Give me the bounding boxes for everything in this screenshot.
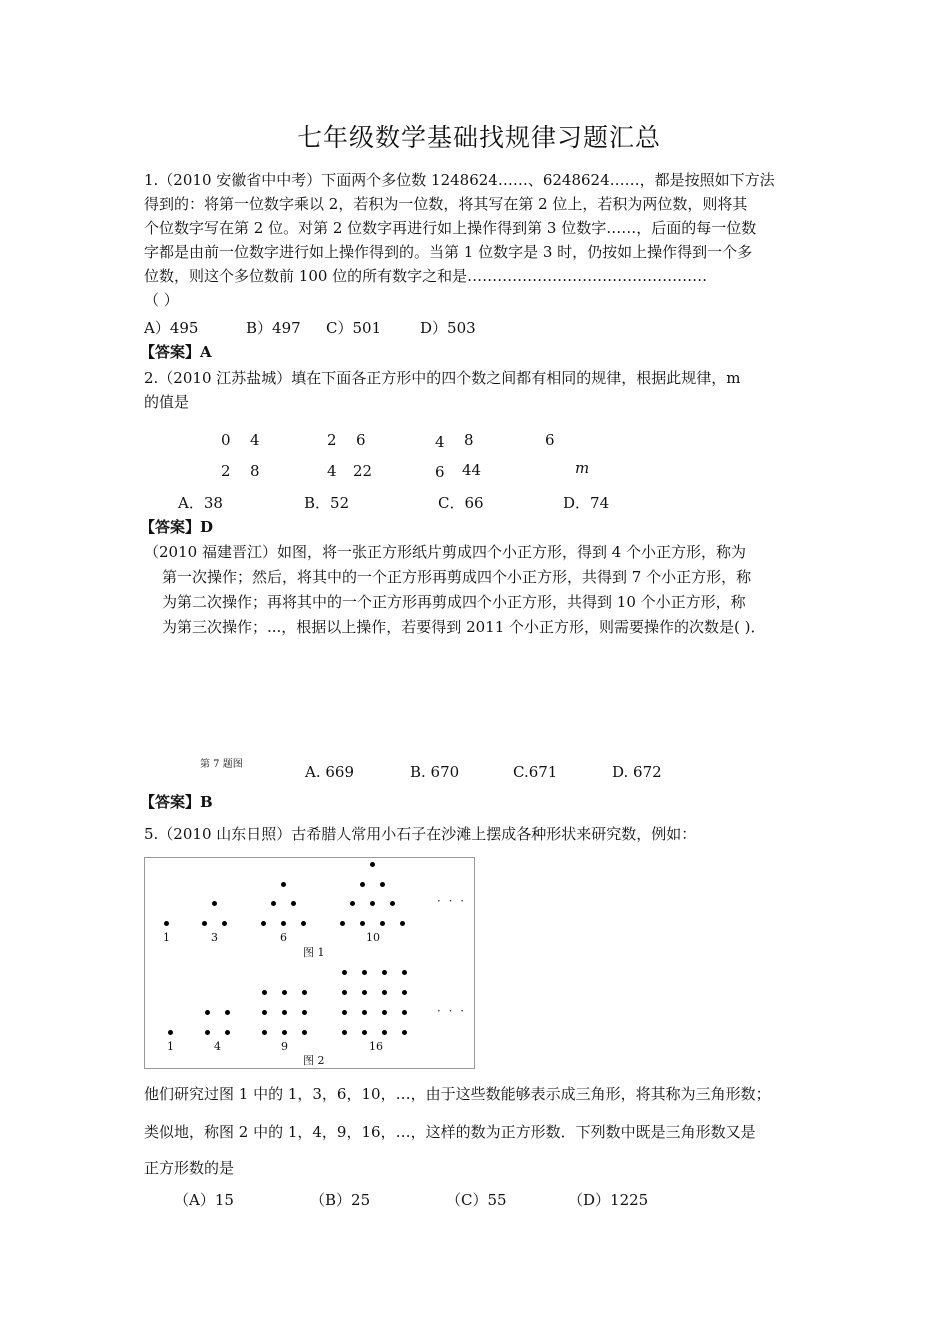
pebble-dot bbox=[262, 1030, 267, 1035]
figure1-number-10: 10 bbox=[366, 931, 380, 944]
figure1-number-6: 6 bbox=[280, 931, 287, 944]
page-title: 七年级数学基础找规律习题汇总 bbox=[297, 123, 662, 152]
q2-square2-br: 22 bbox=[353, 462, 373, 480]
pebble-dot bbox=[282, 1030, 287, 1035]
q5-line-1: 他们研究过图 1 中的 1，3，6，10，…，由于这些数能够表示成三角形，将其称为三角形数； bbox=[144, 1085, 771, 1103]
q2-option-b: B．52 bbox=[304, 494, 350, 512]
q2-option-a: A．38 bbox=[178, 494, 223, 512]
q3-option-c: C.671 bbox=[513, 763, 558, 781]
pebble-dot bbox=[362, 1030, 367, 1035]
pebble-dot bbox=[202, 921, 207, 926]
pebble-dot bbox=[168, 1030, 173, 1035]
q2-line-2: 的值是 bbox=[144, 393, 190, 411]
q5-option-a: （A）15 bbox=[174, 1191, 234, 1209]
q1-option-b: B）497 bbox=[246, 319, 301, 337]
figure2-number-16: 16 bbox=[369, 1040, 383, 1053]
pebble-dot bbox=[342, 1010, 347, 1015]
q2-square2-tl: 2 bbox=[327, 431, 337, 449]
q3-option-b: B. 670 bbox=[410, 763, 460, 781]
pebble-dot bbox=[360, 882, 365, 887]
q3-line-4: 为第三次操作；...，根据以上操作，若要得到 2011 个小正方形，则需要操作的次数是( )． bbox=[162, 618, 766, 636]
pebble-dot bbox=[281, 882, 286, 887]
q1-line-1: 1.（2010 安徽省中中考）下面两个多位数 1248624……、6248624……，都是按照如下方法 bbox=[144, 171, 775, 189]
pebble-dot bbox=[164, 921, 169, 926]
pebble-dot bbox=[282, 990, 287, 995]
pebble-dot bbox=[301, 921, 306, 926]
pebble-dot bbox=[205, 1030, 210, 1035]
pebble-dot bbox=[262, 990, 267, 995]
pebble-dot bbox=[362, 1010, 367, 1015]
pebble-dot bbox=[225, 1010, 230, 1015]
pebble-dot bbox=[362, 990, 367, 995]
pebble-dot bbox=[261, 921, 266, 926]
q1-line-4: 字都是由前一位数字进行如上操作得到的。当第 1 位数字是 3 时，仍按如上操作得到一个多 bbox=[144, 243, 753, 261]
q2-square3-br: 44 bbox=[462, 461, 482, 479]
figure2-number-9: 9 bbox=[281, 1040, 288, 1053]
q3-line-1: （2010 福建晋江）如图，将一张正方形纸片剪成四个小正方形，得到 4 个小正方形，称为 bbox=[144, 543, 747, 561]
q1-option-c: C）501 bbox=[326, 319, 382, 337]
q1-line-5: 位数，则这个多位数前 100 位的所有数字之和是………………………………………… bbox=[144, 267, 708, 285]
pebble-dot bbox=[342, 970, 347, 975]
pebble-dot bbox=[382, 970, 387, 975]
figure1-number-1: 1 bbox=[163, 931, 170, 944]
pebble-dot bbox=[350, 901, 355, 906]
pebble-dot bbox=[342, 1030, 347, 1035]
q3-option-a: A. 669 bbox=[305, 763, 354, 781]
pebble-dot bbox=[402, 990, 407, 995]
pebble-dot bbox=[282, 1010, 287, 1015]
pebble-dot bbox=[380, 882, 385, 887]
pebble-dot bbox=[380, 921, 385, 926]
q1-line-2: 得到的：将第一位数字乘以 2，若积为一位数，将其写在第 2 位上，若积为两位数，则将其 bbox=[144, 195, 748, 213]
figure2-number-4: 4 bbox=[214, 1040, 221, 1053]
pebble-dot bbox=[390, 901, 395, 906]
q2-square3-bl: 6 bbox=[435, 463, 445, 481]
q2-square4-m: m bbox=[575, 459, 590, 477]
q1-answer: 【答案】A bbox=[140, 343, 212, 361]
pebble-dot bbox=[302, 1030, 307, 1035]
q2-square1-br: 8 bbox=[250, 462, 260, 480]
pebble-figure bbox=[144, 857, 475, 1069]
q2-square2-bl: 4 bbox=[327, 462, 337, 480]
pebble-dot bbox=[382, 1010, 387, 1015]
pebble-dot bbox=[370, 862, 375, 867]
figure2-number-1: 1 bbox=[167, 1040, 174, 1053]
q2-square4-tl: 6 bbox=[545, 431, 555, 449]
q3-line-3: 为第二次操作；再将其中的一个正方形再剪成四个小正方形，共得到 10 个小正方形，称 bbox=[162, 593, 746, 611]
pebble-dot bbox=[362, 970, 367, 975]
pebble-dot bbox=[281, 921, 286, 926]
pebble-dot bbox=[222, 921, 227, 926]
q5-line-3: 正方形数的是 bbox=[144, 1159, 235, 1177]
q3-line-2: 第一次操作；然后，将其中的一个正方形再剪成四个小正方形，共得到 7 个小正方形，称 bbox=[162, 568, 752, 586]
q1-option-d: D）503 bbox=[420, 319, 476, 337]
q2-option-c: C．66 bbox=[438, 494, 484, 512]
q2-square3-tl: 4 bbox=[435, 433, 445, 451]
figure1-ellipsis: · · · bbox=[437, 894, 467, 908]
pebble-dot bbox=[382, 990, 387, 995]
pebble-dot bbox=[402, 970, 407, 975]
pebble-dot bbox=[271, 901, 276, 906]
pebble-dot bbox=[340, 921, 345, 926]
q1-line-3: 个位数字写在第 2 位。对第 2 位数字再进行如上操作得到第 3 位数字……，后面的每一位数 bbox=[144, 219, 757, 237]
q5-option-d: （D）1225 bbox=[568, 1191, 649, 1209]
pebble-dot bbox=[400, 921, 405, 926]
figure2-label: 图 2 bbox=[303, 1054, 325, 1067]
pebble-dot bbox=[342, 990, 347, 995]
q1-line-6: （ ） bbox=[144, 291, 179, 309]
figure1-label: 图 1 bbox=[303, 946, 325, 959]
q2-square2-tr: 6 bbox=[356, 431, 366, 449]
pebble-dot bbox=[302, 990, 307, 995]
pebble-dot bbox=[402, 1030, 407, 1035]
pebble-dot bbox=[370, 901, 375, 906]
q1-option-a: A）495 bbox=[144, 319, 199, 337]
pebble-dot bbox=[225, 1030, 230, 1035]
pebble-dot bbox=[212, 901, 217, 906]
q2-square1-tl: 0 bbox=[221, 431, 231, 449]
pebble-dot bbox=[205, 1010, 210, 1015]
pebble-dot bbox=[360, 921, 365, 926]
q3-answer: 【答案】B bbox=[140, 793, 213, 811]
q2-option-d: D．74 bbox=[563, 494, 610, 512]
q2-square1-bl: 2 bbox=[221, 462, 231, 480]
figure1-number-3: 3 bbox=[211, 931, 218, 944]
q2-square3-tr: 8 bbox=[464, 431, 474, 449]
pebble-dot bbox=[402, 1010, 407, 1015]
pebble-dot bbox=[262, 1010, 267, 1015]
q2-line-1: 2.（2010 江苏盐城）填在下面各正方形中的四个数之间都有相同的规律，根据此规律，m bbox=[144, 369, 741, 387]
pebble-dot bbox=[302, 1010, 307, 1015]
q2-square1-tr: 4 bbox=[250, 431, 260, 449]
q5-option-c: （C）55 bbox=[446, 1191, 507, 1209]
q3-option-d: D. 672 bbox=[612, 763, 662, 781]
pebble-dot bbox=[291, 901, 296, 906]
q5-line-2: 类似地，称图 2 中的 1，4，9，16，…，这样的数为正方形数．下列数中既是三角形数又是 bbox=[144, 1123, 756, 1141]
q2-answer: 【答案】D bbox=[140, 518, 214, 536]
q3-figure-label: 第 7 题图 bbox=[200, 759, 243, 770]
q5-intro: 5.（2010 山东日照）古希腊人常用小石子在沙滩上摆成各种形状来研究数，例如： bbox=[144, 825, 697, 843]
q5-option-b: （B）25 bbox=[310, 1191, 371, 1209]
figure2-ellipsis: · · · bbox=[437, 1004, 467, 1018]
pebble-dot bbox=[382, 1030, 387, 1035]
